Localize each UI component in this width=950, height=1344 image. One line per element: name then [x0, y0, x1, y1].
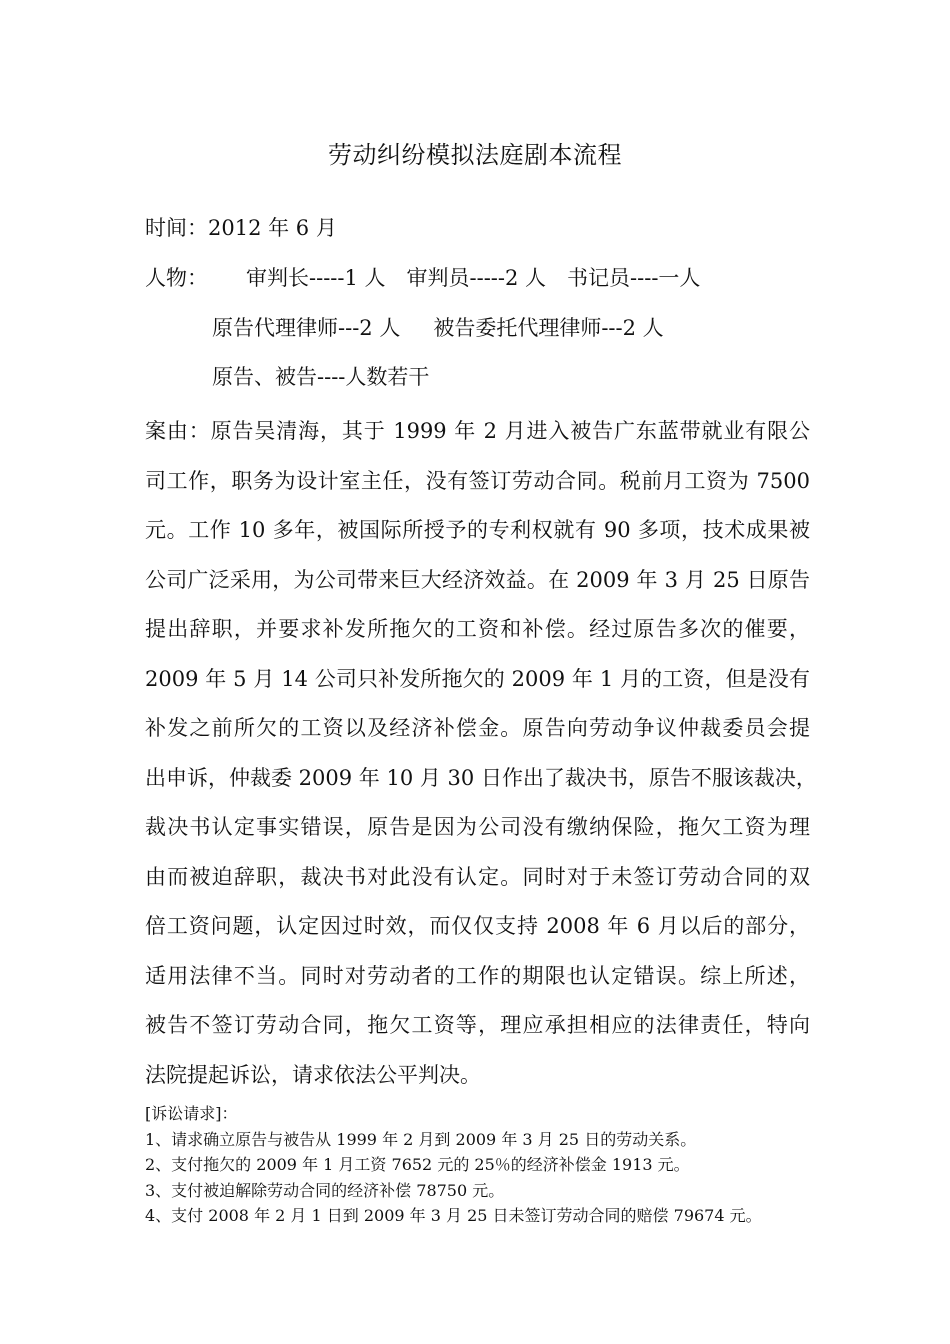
case-line: 被告不签订劳动合同，拖欠工资等，理应承担相应的法律责任，特向: [145, 1013, 810, 1037]
case-line: 法院提起诉讼，请求依法公平判决。: [145, 1062, 481, 1087]
claim-item: 3、支付被迫解除劳动合同的经济补偿 78750 元。: [145, 1180, 505, 1200]
claims-heading: [诉讼请求]：: [145, 1104, 238, 1123]
claim-item: 4、支付 2008 年 2 月 1 日到 2009 年 3 月 25 日未签订劳动合同的赔偿 79674 元。: [145, 1206, 762, 1225]
people-label: 人物：: [145, 266, 208, 290]
case-line: 司工作，职务为设计室主任，没有签订劳动合同。税前月工资为 7500: [145, 468, 810, 493]
role-judges: 审判员-----2 人: [406, 266, 547, 290]
claims-section: [145, 1101, 845, 1229]
case-line: 裁决书认定事实错误，原告是因为公司没有缴纳保险，拖欠工资为理: [145, 815, 810, 839]
time-line: 时间：2012 年 6 月: [145, 216, 337, 240]
role-defendant-lawyers: 被告委托代理律师---2 人: [433, 316, 664, 340]
case-line: 出申诉，仲裁委 2009 年 10 月 30 日作出了裁决书，原告不服该裁决，: [145, 765, 817, 790]
case-line: 适用法律不当。同时对劳动者的工作的期限也认定错误。综上所述，: [145, 963, 810, 988]
page-title: 劳动纠纷模拟法庭剧本流程: [328, 141, 622, 169]
claim-item: 2、支付拖欠的 2009 年 1 月工资 7652 元的 25％的经济补偿金 1913 元。: [145, 1155, 690, 1174]
role-chief-judge: 审判长-----1 人: [246, 266, 386, 290]
case-line: 2009 年 5 月 14 公司只补发所拖欠的 2009 年 1 月的工资，但是没有: [145, 666, 810, 691]
case-line: 倍工资问题，认定因过时效，而仅仅支持 2008 年 6 月以后的部分，: [145, 914, 810, 938]
case-line: 公司广泛采用，为公司带来巨大经济效益。在 2009 年 3 月 25 日原告: [145, 567, 810, 592]
case-line: 案由：原告吴清海，其于 1999 年 2 月进入被告广东蓝带就业有限公: [145, 419, 810, 443]
case-line: 元。工作 10 多年，被国际所授予的专利权就有 90 多项，技术成果被: [145, 518, 810, 542]
people-row-1: [145, 263, 700, 293]
people-row-3: 原告、被告----人数若干: [212, 365, 430, 389]
case-line: 由而被迫辞职，裁决书对此没有认定。同时对于未签订劳动合同的双: [145, 864, 810, 889]
case-line: 补发之前所欠的工资以及经济补偿金。原告向劳动争议仲裁委员会提: [145, 716, 810, 740]
case-line: 提出辞职，并要求补发所拖欠的工资和补偿。经过原告多次的催要，: [145, 617, 810, 641]
people-row-2: [212, 313, 664, 343]
role-clerk: 书记员----一人: [567, 266, 701, 290]
role-plaintiff-lawyers: 原告代理律师---2 人: [212, 316, 401, 340]
claim-item: 1、请求确立原告与被告从 1999 年 2 月到 2009 年 3 月 25 日的劳动关系。: [145, 1129, 697, 1149]
case-description: [145, 407, 817, 1100]
